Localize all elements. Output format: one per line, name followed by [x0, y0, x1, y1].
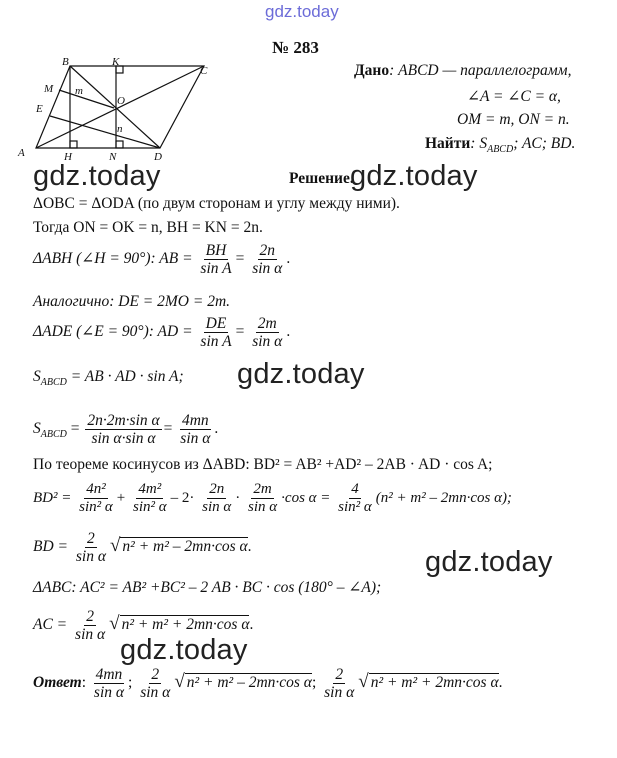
- solution-line-7: $S_{ABCD}$ = $\frac{\text{2n·2m·sin α}}{\text{sin α·sin α}}$ = $\frac{4mn}{\text{sin α}}$ .: [33, 412, 219, 447]
- given-label: Дано: [354, 62, 390, 79]
- fraction: $\frac{2n}{\text{sin α}}$: [252, 242, 283, 277]
- given-line-3: [457, 111, 570, 129]
- fraction: $\frac{4}{\text{sin² α}}$: [338, 481, 372, 515]
- solution-line-12: AC = $\frac{2}{\text{sin α}}$ √ n² + m² + 2mn·cos α.: [33, 608, 254, 643]
- given-lengths: OM = m, ON = n.: [457, 111, 570, 128]
- fraction: $\frac{DE}{\text{sin A}}$: [200, 315, 232, 350]
- segment-label: m: [75, 85, 83, 97]
- vertex-label: B: [62, 56, 69, 68]
- find-sub: ABCD: [487, 144, 514, 156]
- watermark: gdz.today: [237, 358, 365, 390]
- height-de: [50, 116, 160, 148]
- fraction: $\frac{\text{4n²}}{\text{sin² α}}$: [79, 481, 113, 515]
- diagonal-bd: [70, 66, 160, 148]
- fraction: $\frac{2}{\text{sin α}}$: [75, 530, 106, 565]
- given-line-2: [467, 87, 561, 106]
- watermark: gdz.today: [120, 634, 248, 666]
- given-angles: ∠A = ∠C = α,: [467, 88, 561, 105]
- fraction: $\frac{2m}{\text{sin α}}$: [248, 481, 278, 515]
- square-root: n² + m² + 2mn·cos α: [370, 674, 499, 692]
- fraction: $\frac{\text{2n·2m·sin α}}{\text{sin α·sin α}}$: [87, 412, 160, 447]
- square-root: n² + m² – 2mn·cos α: [122, 538, 248, 556]
- watermark-top: gdz.today: [265, 2, 339, 21]
- find-rest: ; AC; BD.: [513, 135, 576, 152]
- square-root: n² + m² + 2mn·cos α: [121, 616, 250, 634]
- solution-line-10: BD = $\frac{2}{\text{sin α}}$ √ n² + m² – 2mn·cos α.: [33, 530, 252, 565]
- segment-label: n: [117, 123, 123, 135]
- vertex-label: H: [64, 151, 72, 163]
- square-root: n² + m² – 2mn·cos α: [186, 674, 312, 692]
- solution-line-11: ΔABC: AC² = AB² +BC² – 2 AB · BC · cos (180° – ∠A);: [33, 579, 382, 596]
- solution-line-6: $S_{ABCD}$ = AB · AD · sin A;: [33, 368, 184, 389]
- given-line-1: [354, 62, 571, 80]
- fraction: $\frac{2}{\text{sin α}}$: [140, 666, 171, 701]
- watermark: gdz.today: [350, 160, 478, 192]
- fraction: $\frac{2}{\text{sin α}}$: [75, 608, 106, 643]
- problem-number: № 283: [272, 38, 319, 57]
- diagonal-ac: [36, 66, 204, 148]
- solution-line-9: BD² = $\frac{\text{4n²}}{\text{sin² α}}$ + $\frac{\text{4m²}}{\text{sin² α}}$ – 2· $\frac{2n}{\text{sin α}}$ · $\frac{2m}{\text{sin α}}$ ·cos α = $\frac{4}{\text{sin² α}}$ (n² + m² – 2mn·cos α);: [33, 481, 512, 515]
- solution-line-8: По теореме косинусов из ΔABD: BD² = AB² +AD² – 2AB · AD · cos A;: [33, 456, 493, 473]
- solution-line-4: Аналогично: DE = 2MO = 2m.: [33, 293, 231, 310]
- fraction: $\frac{4mn}{\text{sin α}}$: [93, 666, 125, 701]
- fraction: $\frac{BH}{\text{sin A}}$: [200, 242, 232, 277]
- ab-formula-lhs: ΔABH (∠H = 90°): AB =: [33, 250, 193, 268]
- right-angle-mark: [116, 141, 123, 148]
- find-line: [425, 135, 575, 155]
- solution-line-5: ΔADE (∠E = 90°): AD = $\frac{DE}{\text{sin A}}$ = $\frac{2m}{\text{sin α}}$ .: [33, 315, 291, 350]
- watermark: gdz.today: [33, 160, 161, 192]
- answer-line: Ответ: $\frac{4mn}{\text{sin α}}$ ; $\frac{2}{\text{sin α}}$ √ n² + m² – 2mn·cos α; $\frac{2}{\text{sin α}}$ √ n² + m² + 2mn·cos α.: [33, 666, 503, 701]
- vertex-label: N: [109, 151, 117, 163]
- find-text: : S: [470, 135, 488, 152]
- answer-label: Ответ: [33, 674, 82, 692]
- ad-formula-lhs: ΔADE (∠E = 90°): AD =: [33, 323, 193, 341]
- fraction: $\frac{4mn}{\text{sin α}}$: [180, 412, 211, 447]
- vertex-label: C: [200, 65, 208, 77]
- solution-line-3: ΔABH (∠H = 90°): AB = $\frac{BH}{\text{sin A}}$ = $\frac{2n}{\text{sin α}}$ .: [33, 242, 291, 277]
- solution-line-2: Тогда ON = OK = n, BH = KN = 2n.: [33, 219, 263, 236]
- find-label: Найти: [425, 135, 471, 152]
- fraction: $\frac{2n}{\text{sin α}}$: [202, 481, 232, 515]
- vertex-label: D: [154, 151, 162, 163]
- fraction: $\frac{\text{4m²}}{\text{sin² α}}$: [132, 481, 167, 515]
- parallelogram-figure: [14, 56, 214, 166]
- solution-line-1: ΔOBC = ΔODA (по двум сторонам и углу между ними).: [33, 195, 400, 212]
- vertex-label: E: [36, 103, 43, 115]
- vertex-label: A: [18, 147, 25, 159]
- fraction: $\frac{2m}{\text{sin α}}$: [252, 315, 283, 350]
- fraction: $\frac{2}{\text{sin α}}$: [324, 666, 355, 701]
- watermark: gdz.today: [425, 546, 553, 578]
- solution-title: Решение.: [289, 170, 354, 187]
- right-angle-mark: [70, 141, 77, 148]
- vertex-label: M: [44, 83, 54, 95]
- vertex-label: K: [112, 56, 120, 68]
- vertex-label: O: [117, 95, 125, 107]
- given-text: : ABCD — параллелограмм,: [389, 62, 572, 79]
